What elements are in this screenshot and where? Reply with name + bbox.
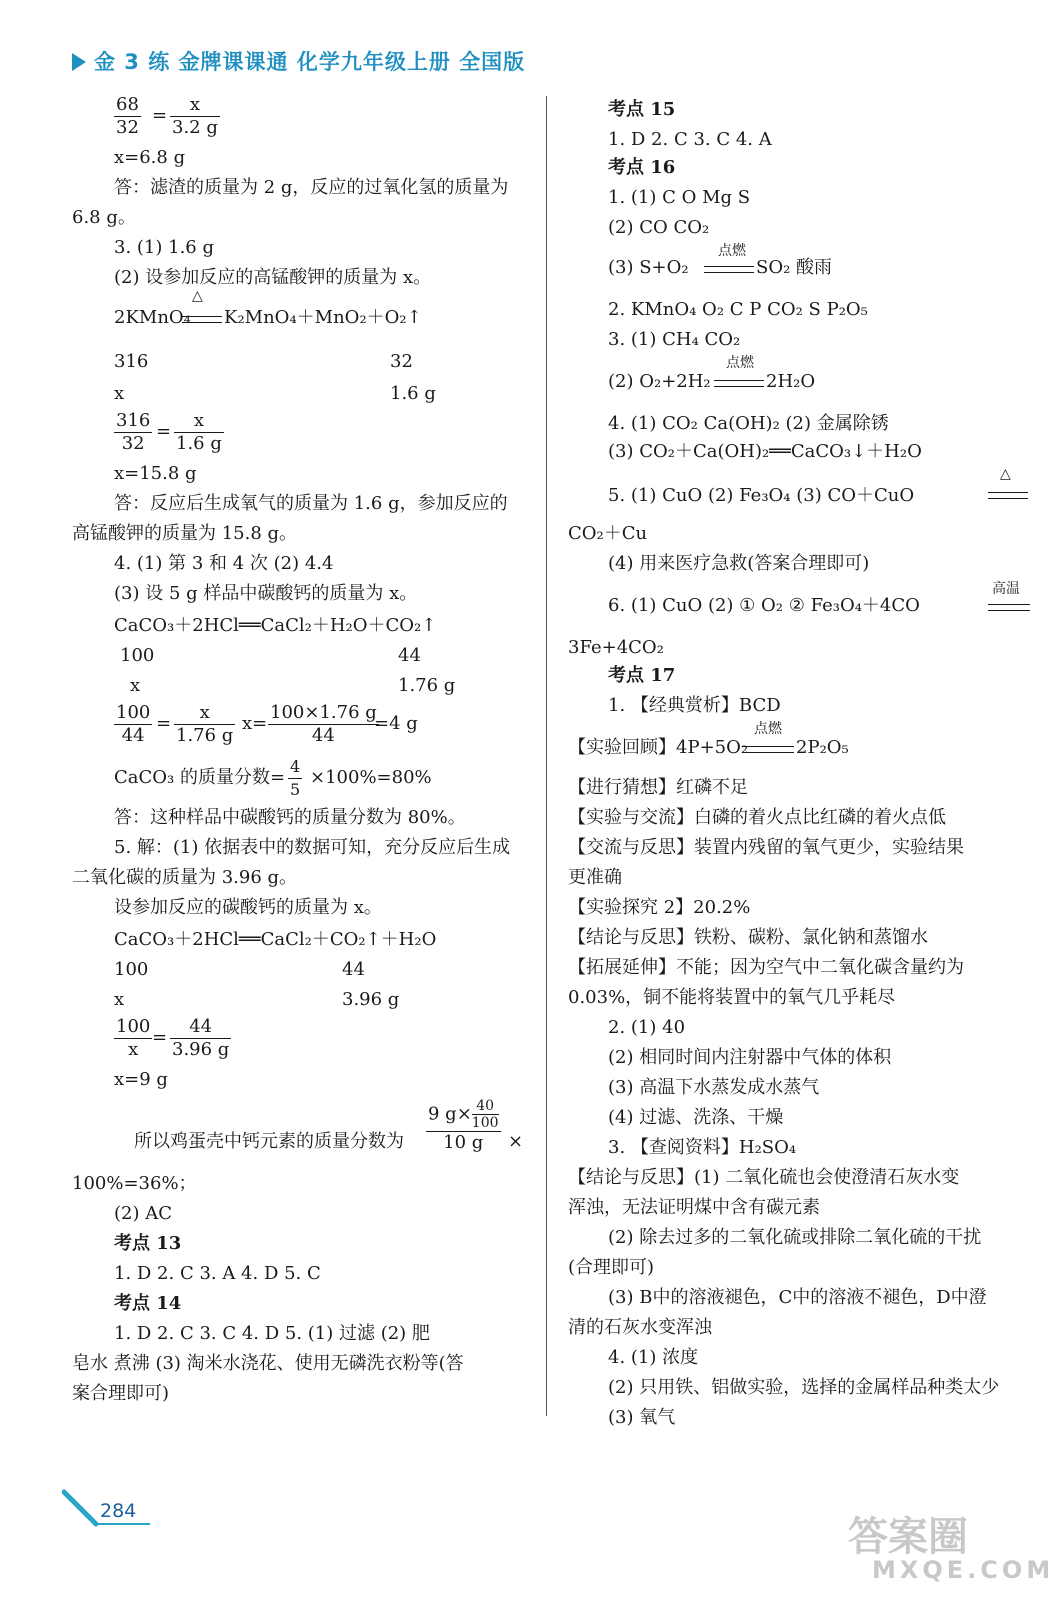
answer-line: 【实验探究 2】20.2%	[568, 897, 751, 918]
answer-line: 1. D 2. C 3. C 4. D 5. (1) 过滤 (2) 肥	[114, 1323, 430, 1344]
answer-line: 皂水 煮沸 (3) 淘米水浇花、使用无磷洗衣粉等(答	[72, 1353, 464, 1374]
equals-sign	[988, 604, 1030, 611]
answer-line: (3) 氧气	[608, 1407, 676, 1428]
condition-label: 点燃	[754, 721, 782, 737]
answer-line: 【实验与交流】白磷的着火点比红磷的着火点低	[568, 807, 946, 828]
equation-left: (3) S+O₂	[608, 257, 689, 278]
equals-sign	[742, 746, 794, 753]
text-line: x=	[242, 713, 268, 734]
mass-value: x	[114, 383, 125, 404]
text-line: 二氧化碳的质量为 3.96 g。	[72, 867, 298, 888]
answer-line: 3. (1) CH₄ CO₂	[608, 329, 741, 350]
answer-line: 3Fe+4CO₂	[568, 637, 664, 658]
answer-line: 1. 【经典赏析】BCD	[608, 695, 781, 716]
equation-right: 2H₂O	[766, 371, 816, 392]
answer-line: 案合理即可)	[72, 1383, 170, 1404]
fraction: $\frac{x}{3.2 g}$	[172, 94, 218, 138]
section-heading: 考点 17	[608, 665, 676, 686]
condition-label: 高温	[992, 581, 1020, 597]
text-line: 3. (1) 1.6 g	[114, 237, 214, 258]
fraction: $\frac{x}{1.76 g}$	[176, 702, 234, 746]
equals-sign	[714, 380, 764, 387]
equals-sign	[988, 492, 1028, 499]
mass-value: 100	[120, 645, 155, 666]
mass-value: x	[130, 675, 141, 696]
equation-right: K₂MnO₄＋MnO₂＋O₂↑	[224, 307, 422, 328]
watermark-logo: 答案圈	[848, 1514, 968, 1560]
text-line: 所以鸡蛋壳中钙元素的质量分数为	[134, 1131, 404, 1152]
equals-sign	[182, 316, 222, 323]
heat-symbol: △	[1000, 466, 1011, 482]
mass-value: 316	[114, 351, 149, 372]
fraction: $\frac{100}{44}$	[116, 702, 151, 746]
answer-line: 【进行猜想】红磷不足	[568, 777, 748, 798]
mass-value: 3.96 g	[342, 989, 400, 1010]
mass-value: 32	[390, 351, 413, 372]
text-line: ×100%=80%	[310, 767, 432, 788]
running-header	[72, 46, 525, 76]
text-line: (3) 设 5 g 样品中碳酸钙的质量为 x。	[114, 583, 418, 604]
answer-line: 0.03%，铜不能将装置中的氧气几乎耗尽	[568, 987, 896, 1008]
fraction: 9 g× $\frac{40}{100}$ 10 g	[428, 1098, 499, 1153]
header-title: 金 3 练 金牌课课通 化学九年级上册 全国版	[94, 50, 526, 74]
answer-line: (3) B中的溶液褪色，C中的溶液不褪色，D中澄	[608, 1287, 987, 1308]
fraction: $\frac{68}{32}$	[116, 94, 139, 138]
answer-line: 1. D 2. C 3. C 4. A	[608, 129, 772, 150]
fraction: $\frac{44}{3.96 g}$	[172, 1016, 230, 1060]
text-line: 4. (1) 第 3 和 4 次 (2) 4.4	[114, 553, 334, 574]
page-number: 284	[100, 1500, 137, 1522]
answer-line: 5. (1) CuO (2) Fe₃O₄ (3) CO＋CuO	[608, 485, 915, 506]
answer-line: (4) 用来医疗急救(答案合理即可)	[608, 553, 870, 574]
triangle-icon	[72, 53, 86, 71]
answer-line: 【交流与反思】装置内残留的氧气更少，实验结果	[568, 837, 964, 858]
answer-line: 【拓展延伸】不能；因为空气中二氧化碳含量约为	[568, 957, 964, 978]
answer-line: (3) CO₂＋Ca(OH)₂══CaCO₃↓＋H₂O	[608, 441, 922, 462]
condition-label: 点燃	[718, 243, 746, 259]
answer-line: (3) 高温下水蒸发成水蒸气	[608, 1077, 820, 1098]
equation-right: 2P₂O₅	[796, 737, 849, 758]
mass-value: x	[114, 989, 125, 1010]
text-line: x=15.8 g	[114, 463, 197, 484]
condition-label: 点燃	[726, 355, 754, 371]
answer-line: (2) 除去过多的二氧化硫或排除二氧化硫的干扰	[608, 1227, 982, 1248]
watermark-url: MXQE.COM	[872, 1556, 1054, 1584]
answer-line: 1. (1) C O Mg S	[608, 187, 751, 208]
text-line: (2) 设参加反应的高锰酸钾的质量为 x。	[114, 267, 432, 288]
fraction: $\frac{100\times 1.76 g}{44}$	[270, 702, 377, 746]
text-line: x=9 g	[114, 1069, 168, 1090]
answer-line: 4. (1) 浓度	[608, 1347, 699, 1368]
equation-left: 【实验回顾】4P+5O₂	[568, 737, 749, 758]
mass-value: 100	[114, 959, 149, 980]
answer-line: 2. KMnO₄ O₂ C P CO₂ S P₂O₅	[608, 299, 868, 320]
answer-line: 【结论与反思】铁粉、碳粉、氯化钠和蒸馏水	[568, 927, 928, 948]
text-line: 5. 解：(1) 依据表中的数据可知，充分反应后生成	[114, 837, 511, 858]
section-heading: 考点 13	[114, 1233, 182, 1254]
fraction: $\frac{x}{1.6 g}$	[176, 410, 222, 454]
answer-line: 4. (1) CO₂ Ca(OH)₂ (2) 金属除锈	[608, 413, 889, 434]
text-line: 答：滤渣的质量为 2 g，反应的过氧化氢的质量为	[114, 177, 509, 198]
answer-line: CO₂＋Cu	[568, 523, 648, 544]
answer-line: (2) 只用铁、铝做实验，选择的金属样品种类太少	[608, 1377, 1000, 1398]
fraction: $\frac{316}{32}$	[116, 410, 151, 454]
mass-value: 1.6 g	[390, 383, 436, 404]
answer-line: (合理即可)	[568, 1257, 655, 1278]
text-line: 答：反应后生成氧气的质量为 1.6 g，参加反应的	[114, 493, 508, 514]
text-line: 高锰酸钾的质量为 15.8 g。	[72, 523, 298, 544]
equation: CaCO₃＋2HCl══CaCl₂＋H₂O＋CO₂↑	[114, 615, 437, 636]
text-line: 6.8 g。	[72, 207, 136, 228]
answer-line: 【结论与反思】(1) 二氧化硫也会使澄清石灰水变	[568, 1167, 960, 1188]
heat-symbol: △	[192, 288, 203, 304]
section-heading: 考点 15	[608, 99, 676, 120]
text-line: ×	[508, 1131, 524, 1152]
equation: CaCO₃＋2HCl══CaCl₂＋CO₂↑＋H₂O	[114, 929, 437, 950]
mass-value: 1.76 g	[398, 675, 456, 696]
answer-line: 1. D 2. C 3. A 4. D 5. C	[114, 1263, 321, 1284]
equation-left: (2) O₂+2H₂	[608, 371, 711, 392]
text-line: (2) AC	[114, 1203, 172, 1224]
text-line: =4 g	[374, 713, 418, 734]
text-line: x=6.8 g	[114, 147, 186, 168]
equals-sign	[704, 266, 754, 273]
column-divider	[546, 96, 547, 1416]
text-line: 答：这种样品中碳酸钙的质量分数为 80%。	[114, 807, 466, 828]
fraction: $\frac{100}{x}$	[116, 1016, 151, 1060]
answer-line: 更准确	[568, 867, 622, 888]
text-line: CaCO₃ 的质量分数=	[114, 767, 286, 788]
text-line: 100%=36%；	[72, 1173, 197, 1194]
mass-value: 44	[398, 645, 421, 666]
section-heading: 考点 14	[114, 1293, 182, 1314]
answer-line: (2) 相同时间内注射器中气体的体积	[608, 1047, 892, 1068]
mass-value: 44	[342, 959, 365, 980]
answer-line: 6. (1) CuO (2) ① O₂ ② Fe₃O₄＋4CO	[608, 595, 920, 616]
section-heading: 考点 16	[608, 157, 676, 178]
answer-line: (2) CO CO₂	[608, 217, 710, 238]
answer-line: 清的石灰水变浑浊	[568, 1317, 712, 1338]
answer-line: 3. 【查阅资料】H₂SO₄	[608, 1137, 797, 1158]
answer-line: 2. (1) 40	[608, 1017, 686, 1038]
answer-line: (4) 过滤、洗涤、干燥	[608, 1107, 784, 1128]
text-line: 设参加反应的碳酸钙的质量为 x。	[114, 897, 382, 918]
equation-left: 2KMnO₄	[114, 307, 191, 328]
answer-line: 浑浊，无法证明煤中含有碳元素	[568, 1197, 820, 1218]
fraction: $\frac{4}{5}$	[290, 757, 301, 799]
equation-right: SO₂ 酸雨	[756, 257, 833, 278]
